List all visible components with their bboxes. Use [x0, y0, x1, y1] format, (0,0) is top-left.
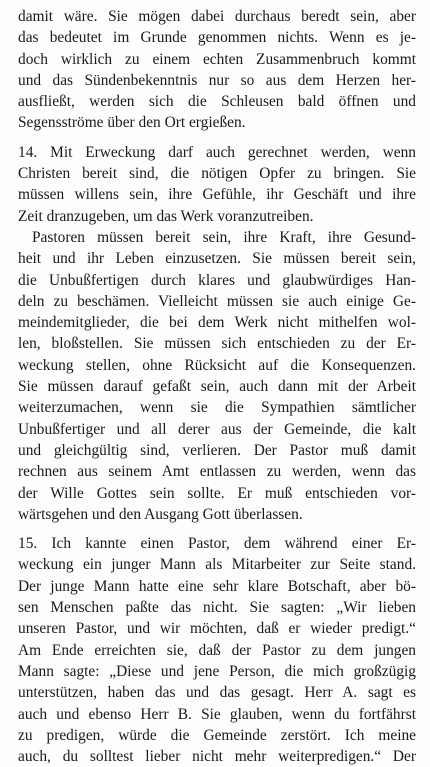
- text-line: die Unbußfertigen durch klares und glaubwürdiges Han-: [18, 271, 416, 289]
- text-line: müssen willens sein, ihre Gefühle, ihr Geschäft und ihre: [18, 186, 416, 204]
- text-line: Zeit dranzugeben, um das Werk voranzutreiben.: [18, 207, 314, 225]
- text-line: das bedeutet im Grunde genommen nichts. Wenn es je-: [18, 29, 416, 47]
- text-line: der Wille Gottes sein sollte. Er muß entschieden vor-: [18, 484, 416, 502]
- text-line: Pastoren müssen bereit sein, ihre Kraft, ihre Gesund-: [32, 228, 416, 246]
- text-line: 14. Mit Erweckung darf auch gerechnet werden, wenn: [18, 143, 416, 161]
- text-line: und das Sündenbekenntnis nur so aus dem Herzen her-: [18, 71, 416, 89]
- paragraph: [18, 6, 416, 134]
- text-line: Christen bereit sind, die nötigen Opfer zu bringen. Sie: [18, 165, 416, 183]
- paragraph: [18, 227, 416, 525]
- text-line: ausfließt, werden sich die Schleusen bald öffnen und: [18, 93, 416, 111]
- text-line: deln zu beschämen. Vielleicht müssen sie auch einige Ge-: [18, 292, 416, 310]
- text-line: weiterzumachen, wenn sie die Sympathien sämtlicher: [18, 399, 416, 417]
- text-line: weckung ein junger Mann als Mitarbeiter zur Seite stand.: [18, 556, 416, 574]
- text-line: Segensströme über den Ort ergießen.: [18, 114, 246, 132]
- text-line: wärtsgehen und den Ausgang Gott überlassen.: [18, 505, 303, 523]
- text-line: meindemitglieder, die bei dem Werk nicht mithelfen wol-: [18, 314, 416, 332]
- text-line: len, bloßstellen. Sie müssen sich entschieden zu der Er-: [18, 335, 416, 353]
- text-line: Am Ende erreichten sie, daß der Pastor zu dem jungen: [18, 641, 416, 659]
- text-line: rechnen aus seinem Amt entlassen zu werden, wenn das: [18, 463, 416, 481]
- text-line: Mann sagte: „Diese und jene Person, die mich großzügig: [18, 662, 416, 680]
- text-line: unterstützen, haben das und das gesagt. Herr A. sagt es: [18, 684, 416, 702]
- paragraph-gap: [18, 134, 416, 142]
- text-line: auch und ebenso Herr B. Sie glauben, wenn du fortfährst: [18, 705, 416, 723]
- paragraph-gap: [18, 525, 416, 533]
- text-line: und gleichgültig sind, verlieren. Der Pastor muß damit: [18, 441, 416, 459]
- text-line: unseren Pastor, und wir möchten, daß er wieder predigt.“: [18, 620, 416, 638]
- text-line: doch wirklich zu einem echten Zusammenbruch kommt: [18, 50, 416, 68]
- text-line: sen Menschen paßte das nicht. Sie sagten: „Wir lieben: [18, 599, 416, 617]
- paragraph: [18, 142, 416, 227]
- text-line: 15. Ich kannte einen Pastor, dem während einer Er-: [18, 535, 416, 553]
- text-line: heit und ihr Leben einzusetzen. Sie müssen bereit sein,: [18, 250, 416, 268]
- text-line: Unbußfertiger und all derer aus der Gemeinde, die kalt: [18, 420, 416, 438]
- book-page: [18, 6, 416, 767]
- text-line: Der junge Mann hatte eine sehr klare Botschaft, aber bö-: [18, 577, 416, 595]
- text-line: Sie müssen darauf gefaßt sein, auch dann mit der Arbeit: [18, 378, 416, 396]
- paragraph: [18, 533, 416, 767]
- text-line: damit wäre. Sie mögen dabei durchaus beredt sein, aber: [18, 8, 416, 25]
- text-line: zu predigen, würde die Gemeinde zerstört. Ich meine: [18, 726, 416, 744]
- text-line: auch, du solltest lieber nicht mehr weiterpredigen.“ Der: [18, 748, 416, 766]
- text-line: weckung stellen, ohne Rücksicht auf die Konsequenzen.: [18, 356, 416, 374]
